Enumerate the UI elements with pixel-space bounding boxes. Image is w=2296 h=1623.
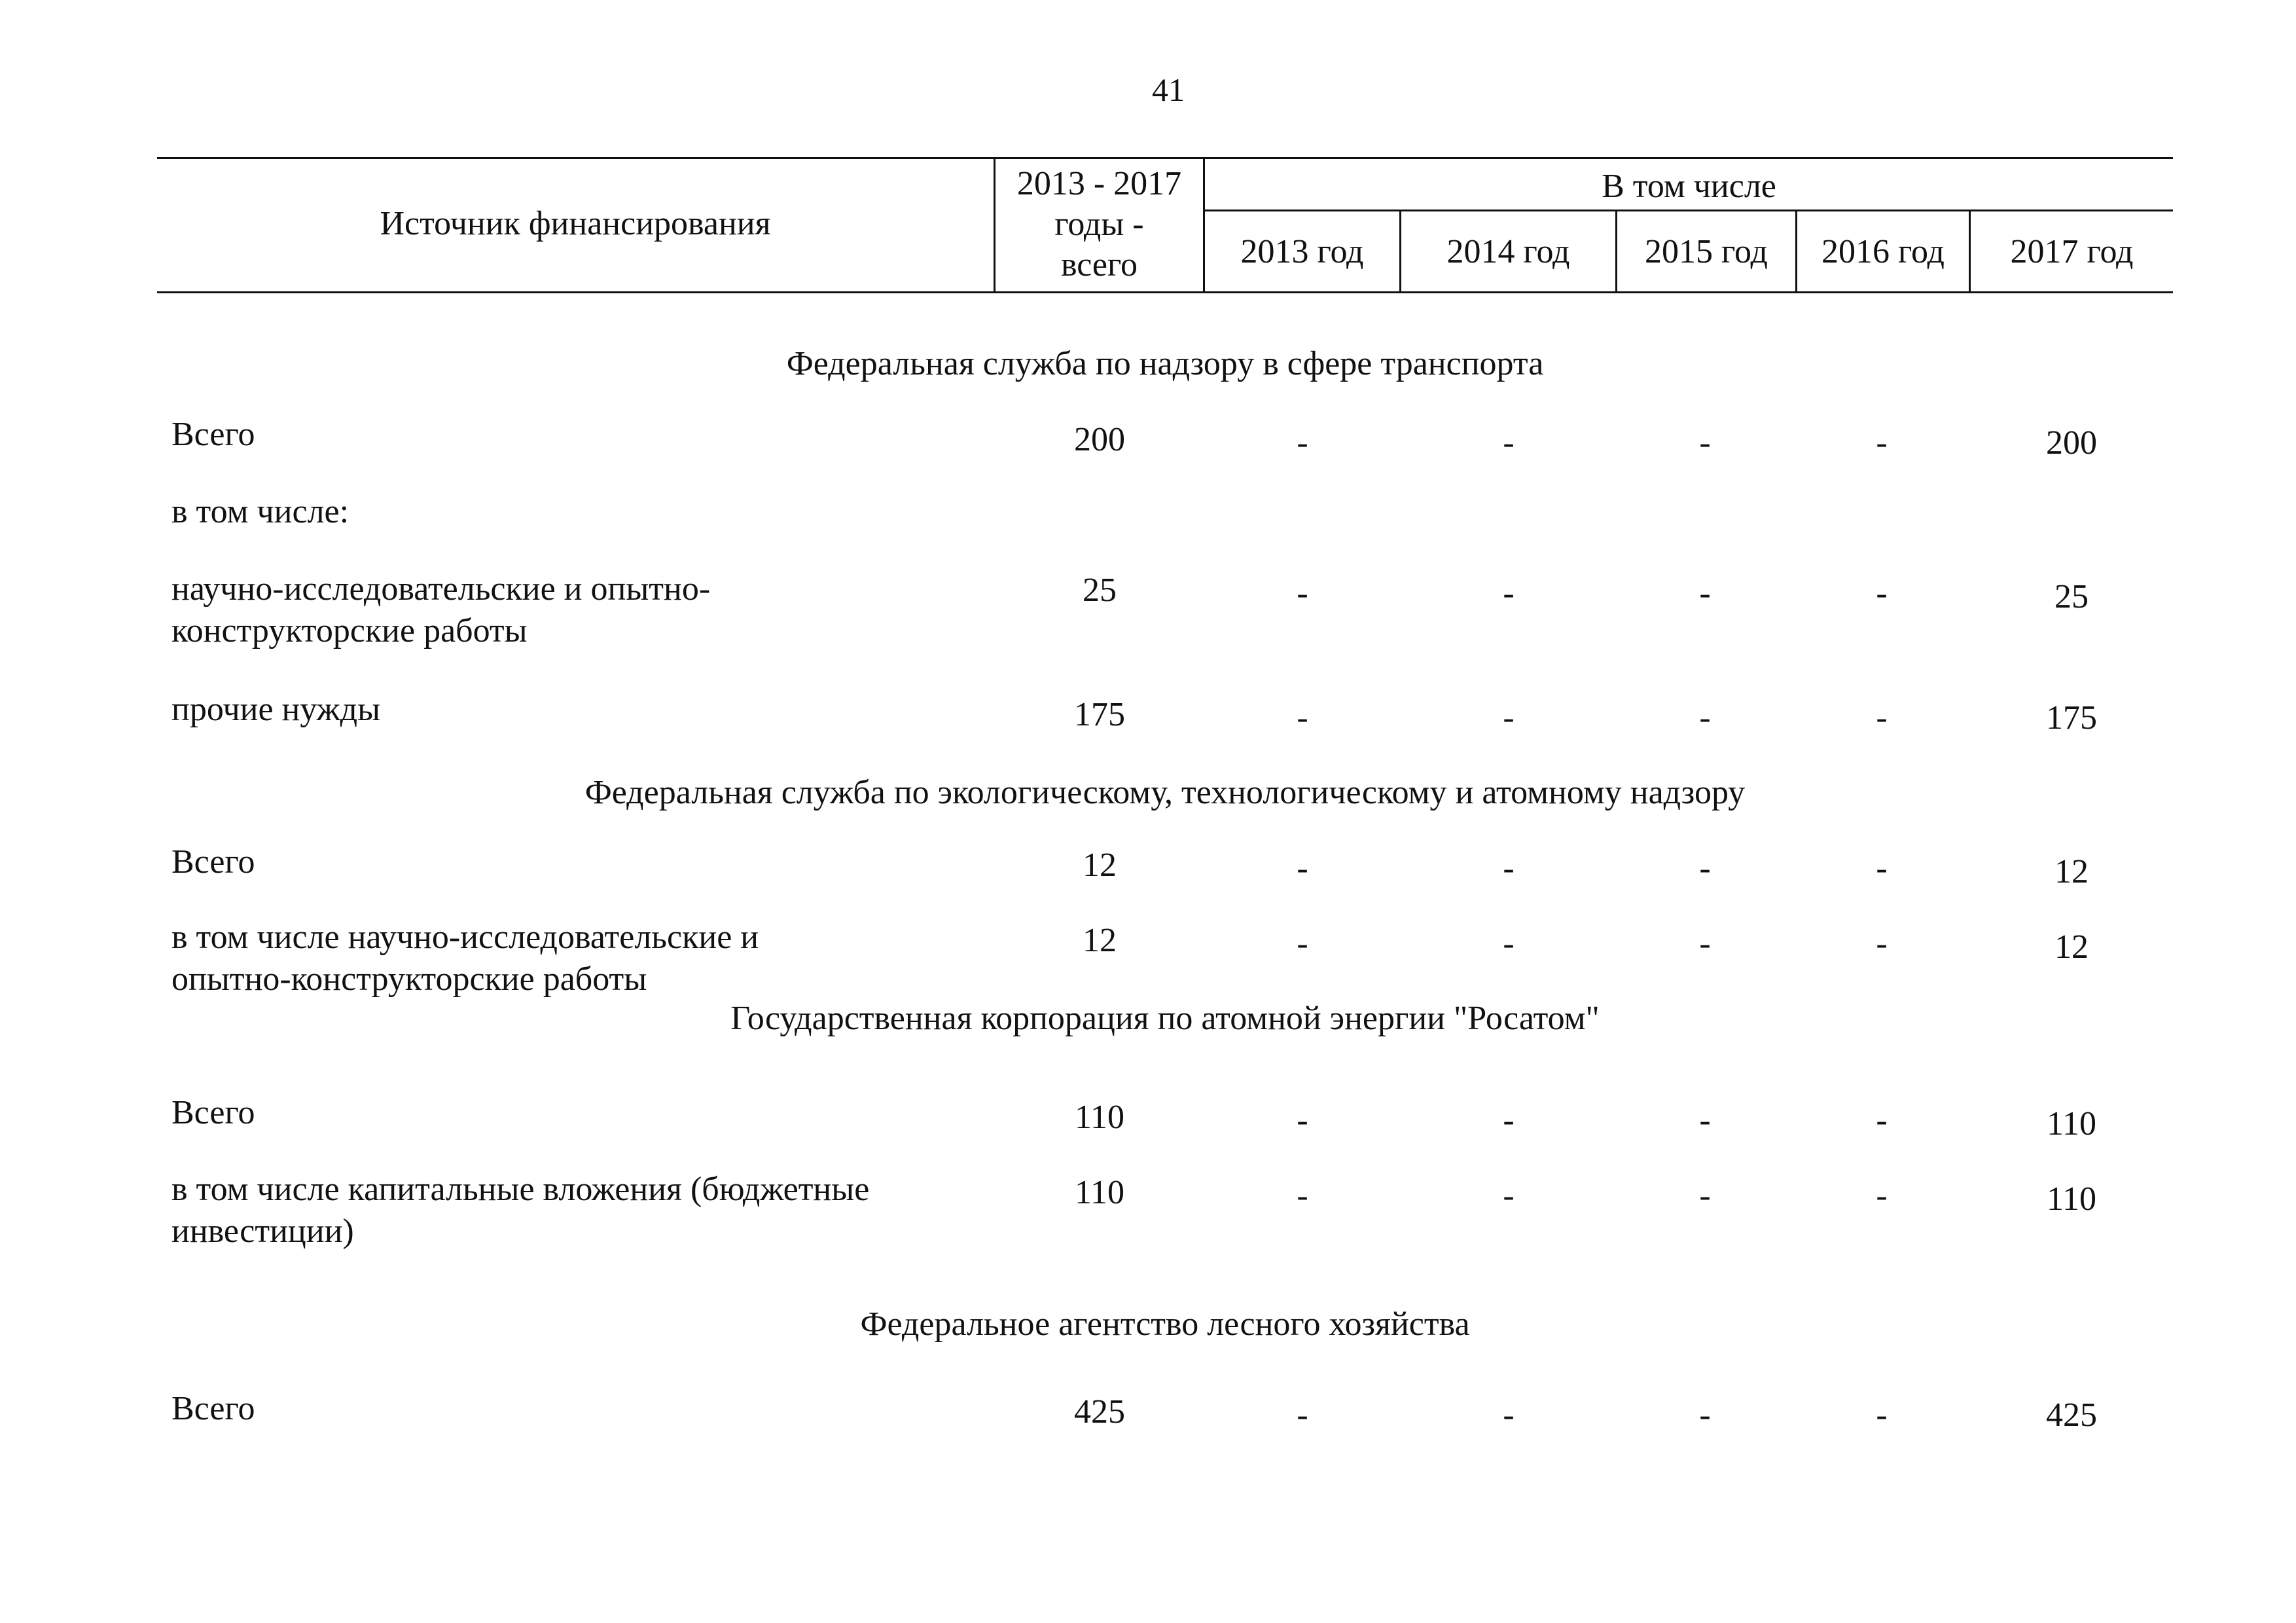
row-label: Всего [171, 416, 255, 453]
cell-total: 425 [1074, 1393, 1125, 1431]
cell-2016: - [1876, 1396, 1888, 1434]
page-number: 41 [1152, 71, 1185, 108]
cell-2017: 110 [2046, 1180, 2097, 1218]
cell-2016: - [1876, 1102, 1888, 1139]
cell-total: 110 [1074, 1174, 1125, 1211]
cell-2015: - [1699, 699, 1711, 737]
cell-total: 25 [1083, 572, 1117, 609]
row-label-line: опытно-конструкторские работы [171, 960, 647, 998]
row-label [171, 1169, 1022, 1252]
header-year-2016: 2016 год [1821, 233, 1945, 270]
cell-2014: - [1503, 925, 1515, 962]
cell-total: 175 [1074, 696, 1125, 733]
cell-2015: - [1699, 1396, 1711, 1434]
row-label: прочие нужды [171, 691, 381, 728]
section-title: Федеральная служба по надзору в сфере транспорта [786, 345, 1544, 382]
cell-2013: - [1297, 699, 1308, 737]
cell-total: 110 [1074, 1099, 1125, 1136]
header-total-line: всего [1060, 246, 1138, 283]
cell-2017: 425 [2046, 1396, 2097, 1434]
header-total-line: 2013 - 2017 [1016, 165, 1182, 202]
cell-2015: - [1699, 575, 1711, 612]
cell-2017: 12 [2054, 853, 2089, 890]
cell-2014: - [1503, 699, 1515, 737]
cell-total: 12 [1083, 922, 1117, 959]
cell-2017: 12 [2054, 928, 2089, 966]
header-year-2017: 2017 год [2010, 233, 2134, 270]
row-label [171, 568, 1022, 652]
cell-total: 12 [1083, 847, 1117, 884]
row-label-line: инвестиции) [171, 1213, 354, 1250]
row-label-line: в том числе научно-исследовательские и [171, 919, 759, 956]
cell-2015: - [1699, 1177, 1711, 1214]
header-sub-rule [1204, 210, 2173, 211]
section-title: Федеральное агентство лесного хозяйства [860, 1305, 1470, 1343]
row-label: Всего [171, 1390, 255, 1427]
cell-2016: - [1876, 1177, 1888, 1214]
header-including: В том числе [1602, 168, 1776, 205]
cell-2015: - [1699, 1102, 1711, 1139]
cell-2014: - [1503, 1102, 1515, 1139]
cell-2014: - [1503, 1396, 1515, 1434]
cell-2016: - [1876, 424, 1888, 462]
row-label-line: в том числе капитальные вложения (бюджетные [171, 1171, 870, 1208]
row-label [171, 917, 1022, 1000]
cell-2014: - [1503, 424, 1515, 462]
row-label-line: научно-исследовательские и опытно- [171, 570, 711, 608]
cell-2017: 25 [2054, 578, 2089, 615]
cell-2015: - [1699, 850, 1711, 887]
cell-2014: - [1503, 575, 1515, 612]
cell-2015: - [1699, 925, 1711, 962]
cell-2017: 200 [2046, 424, 2097, 462]
header-year-2014: 2014 год [1446, 233, 1570, 270]
cell-2016: - [1876, 925, 1888, 962]
cell-2015: - [1699, 424, 1711, 462]
row-label: Всего [171, 1094, 255, 1131]
cell-2016: - [1876, 850, 1888, 887]
cell-2013: - [1297, 424, 1308, 462]
cell-2013: - [1297, 575, 1308, 612]
cell-2013: - [1297, 1102, 1308, 1139]
header-year-2015: 2015 год [1645, 233, 1768, 270]
row-label: Всего [171, 843, 255, 881]
cell-2016: - [1876, 575, 1888, 612]
header-total-line: годы - [1054, 206, 1144, 243]
cell-2014: - [1503, 850, 1515, 887]
header-total [996, 164, 1203, 285]
cell-2013: - [1297, 1396, 1308, 1434]
header-source: Источник финансирования [380, 205, 771, 242]
cell-2014: - [1503, 1177, 1515, 1214]
cell-2013: - [1297, 1177, 1308, 1214]
cell-total: 200 [1074, 421, 1125, 458]
section-title: Государственная корпорация по атомной энергии "Росатом" [730, 1000, 1600, 1037]
row-label: в том числе: [171, 493, 350, 530]
cell-2016: - [1876, 699, 1888, 737]
section-title: Федеральная служба по экологическому, технологическому и атомному надзору [584, 774, 1746, 811]
row-label-line: конструкторские работы [171, 612, 528, 649]
header-top-rule [157, 157, 2173, 159]
cell-2013: - [1297, 925, 1308, 962]
cell-2017: 110 [2046, 1105, 2097, 1142]
cell-2017: 175 [2046, 699, 2097, 737]
header-bottom-rule [157, 291, 2173, 293]
header-year-2013: 2013 год [1240, 233, 1364, 270]
cell-2013: - [1297, 850, 1308, 887]
